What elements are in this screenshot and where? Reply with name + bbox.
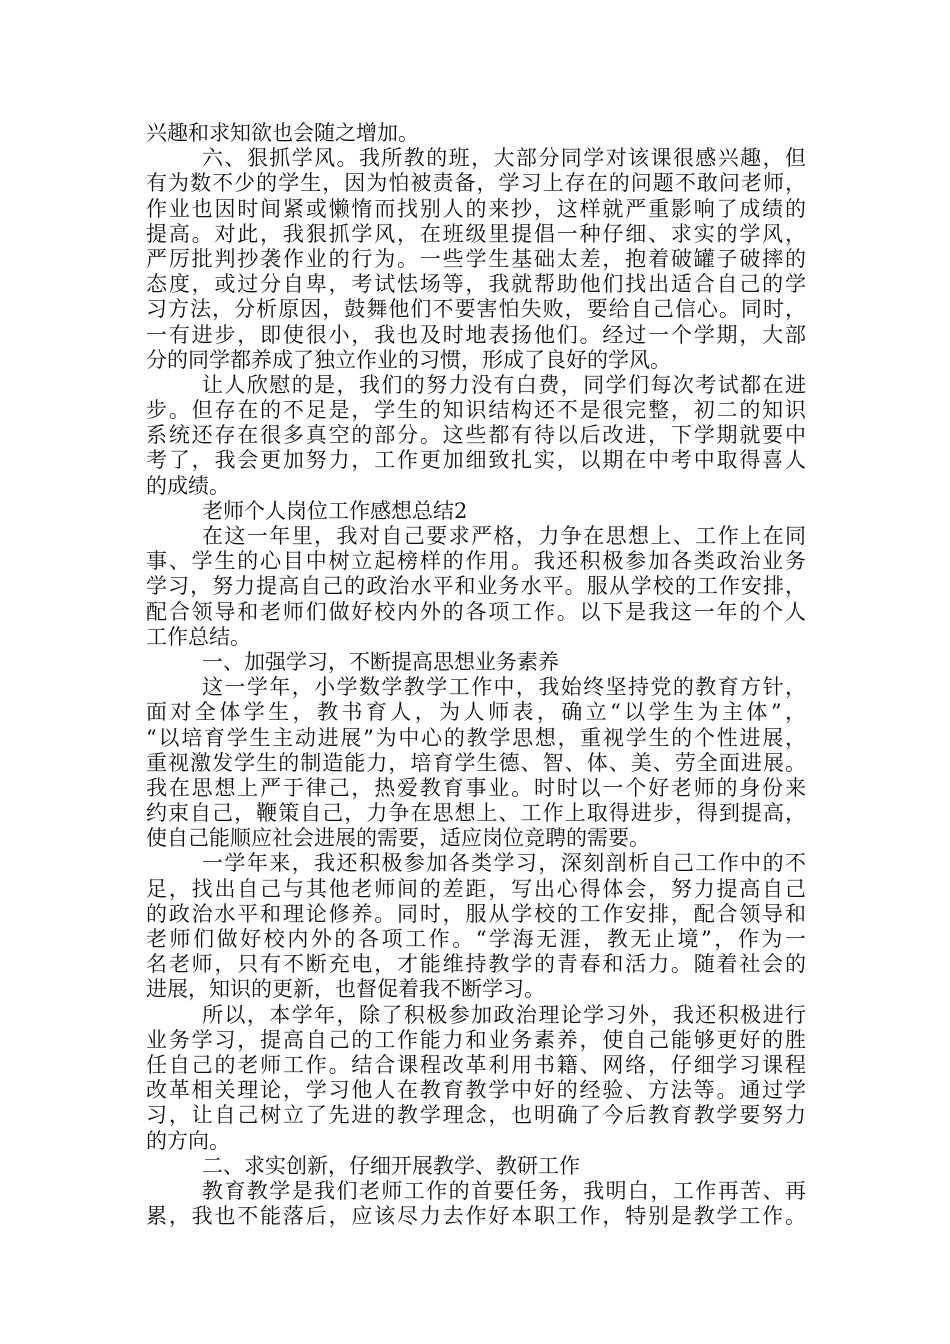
text-line: 二、求实创新，仔细开展教学、教研工作 [202, 1153, 580, 1178]
text-line: 约束自己，鞭策自己，力争在思想上、工作上取得进步，得到提高， [146, 801, 806, 826]
text-line: 进展，知识的更新，也督促着我不断学习。 [146, 977, 545, 1002]
text-line: 分的同学都养成了独立作业的习惯，形成了良好的学风。 [146, 347, 671, 372]
text-line: 业务学习，提高自己的工作能力和业务素养，使自己能够更好的胜 [146, 1027, 806, 1052]
text-line: 提高。对此，我狠抓学风，在班级里提倡一种仔细、求实的学风， [146, 221, 806, 246]
text-line: 的方向。 [146, 1128, 230, 1153]
text-line: 的成绩。 [146, 473, 230, 498]
text-line: 这一学年，小学数学教学工作中，我始终坚持党的教育方针， [202, 675, 806, 700]
text-line: 步。但存在的不足是，学生的知识结构还不是很完整，初二的知识 [146, 398, 806, 423]
text-line: 习方法，分析原因，鼓舞他们不要害怕失败，要给自己信心。同时， [146, 297, 806, 322]
text-line: 任自己的老师工作。结合课程改革利用书籍、网络，仔细学习课程 [146, 1052, 806, 1077]
text-line: 一、加强学习，不断提高思想业务素养 [202, 649, 559, 674]
text-line: 我在思想上严于律己，热爱教育事业。时时以一个好老师的身份来 [146, 775, 806, 800]
text-line: 所以，本学年，除了积极参加政治理论学习外，我还积极进行 [202, 1002, 806, 1027]
text-line: 六、狠抓学风。我所教的班，大部分同学对该课很感兴趣，但 [202, 146, 806, 171]
text-line: 一有进步，即使很小，我也及时地表扬他们。经过一个学期，大部 [146, 322, 806, 347]
text-line: 考了，我会更加努力，工作更加细致扎实，以期在中考中取得喜人 [146, 448, 806, 473]
text-line: 面对全体学生，教书育人，为人师表，确立“以学生为主体”， [146, 700, 806, 725]
text-line: 作业也因时间紧或懒惰而找别人的来抄，这样就严重影响了成绩的 [146, 196, 806, 221]
text-line: 有为数不少的学生，因为怕被责备，学习上存在的问题不敢问老师， [146, 171, 806, 196]
text-line: “以培育学生主动进展”为中心的教学思想，重视学生的个性进展， [146, 725, 806, 750]
text-line: 态度，或过分自卑，考试怯场等，我就帮助他们找出适合自己的学 [146, 272, 806, 297]
text-line: 教育教学是我们老师工作的首要任务，我明白，工作再苦、再 [202, 1178, 806, 1203]
document-body [146, 121, 806, 1229]
text-line: 配合领导和老师们做好校内外的各项工作。以下是我这一年的个人 [146, 599, 806, 624]
text-line: 系统还存在很多真空的部分。这些都有待以后改进，下学期就要中 [146, 423, 806, 448]
text-line: 兴趣和求知欲也会随之增加。 [146, 121, 419, 145]
text-line: 在这一年里，我对自己要求严格，力争在思想上、工作上在同 [202, 524, 806, 548]
text-line: 学习，努力提高自己的政治水平和业务水平。服从学校的工作安排， [146, 574, 806, 599]
text-line: 改革相关理论，学习他人在教育教学中好的经验、方法等。通过学 [146, 1078, 806, 1103]
text-line: 老师个人岗位工作感想总结2 [202, 498, 468, 523]
text-line: 足，找出自己与其他老师间的差距，写出心得体会，努力提高自己 [146, 876, 806, 901]
text-line: 累，我也不能落后，应该尽力去作好本职工作，特别是教学工作。 [146, 1204, 806, 1229]
text-line: 习，让自己树立了先进的教学理念，也明确了今后教育教学要努力 [146, 1103, 806, 1128]
text-line: 使自己能顺应社会进展的需要，适应岗位竞聘的需要。 [146, 826, 650, 851]
text-line: 严厉批判抄袭作业的行为。一些学生基础太差，抱着破罐子破摔的 [146, 246, 806, 271]
text-line: 工作总结。 [146, 624, 251, 649]
text-line: 重视激发学生的制造能力，培育学生德、智、体、美、劳全面进展。 [146, 750, 806, 775]
text-line: 让人欣慰的是，我们的努力没有白费，同学们每次考试都在进 [202, 372, 806, 397]
text-line: 名老师，只有不断充电，才能维持教学的青春和活力。随着社会的 [146, 952, 806, 977]
text-line: 老师们做好校内外的各项工作。“学海无涯，教无止境”，作为一 [146, 927, 806, 951]
text-line: 的政治水平和理论修养。同时，服从学校的工作安排，配合领导和 [146, 901, 806, 926]
text-line: 一学年来，我还积极参加各类学习，深刻剖析自己工作中的不 [202, 851, 806, 876]
text-line: 事、学生的心目中树立起榜样的作用。我还积极参加各类政治业务 [146, 549, 806, 574]
